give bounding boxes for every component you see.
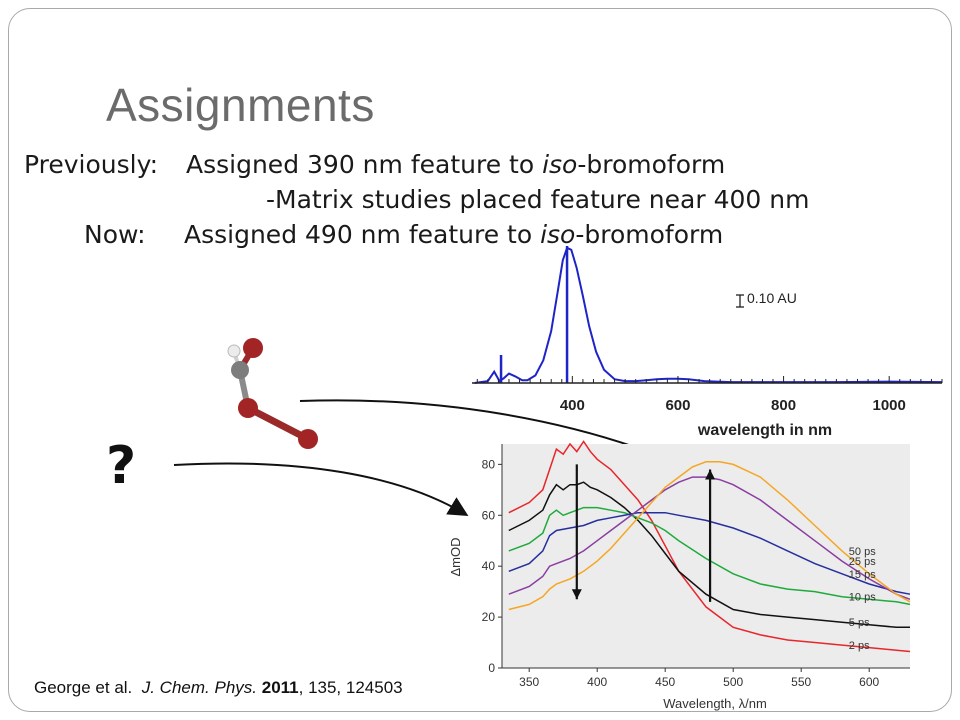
series-label: 5 ps — [848, 617, 870, 630]
transient-y-tick-label: 60 — [481, 508, 495, 523]
series-label: 10 ps — [848, 591, 876, 604]
citation-rest: , 135, 124503 — [298, 678, 403, 697]
previously-label: Previously: — [24, 150, 158, 179]
transient-y-tick-label: 40 — [481, 559, 495, 574]
previously-text-italic: iso — [542, 150, 578, 179]
now-text-post: -bromoform — [575, 220, 724, 249]
transient-x-axis-label: Wavelength, λ/nm — [663, 696, 767, 711]
now-label: Now: — [84, 220, 146, 249]
uv-vis-tick-label: 800 — [771, 397, 797, 414]
citation-year: 2011 — [261, 678, 299, 697]
series-label: 50 ps — [848, 545, 876, 558]
scale-bar — [736, 295, 744, 307]
now-text-pre: Assigned 490 nm feature to — [184, 220, 541, 249]
citation-journal: J. Chem. Phys. — [141, 678, 257, 697]
transient-x-tick-label: 400 — [587, 675, 608, 689]
previously-text-pre: Assigned 390 nm feature to — [186, 150, 543, 179]
matrix-note: -Matrix studies placed feature near 400 nm — [266, 185, 810, 214]
series-label: 2 ps — [848, 640, 870, 653]
slide-title: Assignments — [106, 79, 375, 131]
series-label: 15 ps — [848, 568, 876, 581]
uv-vis-tick-label: 400 — [559, 397, 585, 414]
arrow-question-to-spectrum — [174, 463, 465, 514]
question-mark: ? — [106, 436, 137, 496]
now-text-italic: iso — [540, 220, 576, 249]
previously-text-post: -bromoform — [577, 150, 726, 179]
transient-y-tick-label: 0 — [488, 661, 495, 675]
uv-vis-tick-label: 600 — [665, 397, 691, 414]
uv-vis-spectrum-chart — [460, 238, 950, 443]
transient-x-tick-label: 500 — [723, 675, 744, 689]
transient-x-tick-label: 550 — [791, 675, 812, 689]
transient-y-tick-label: 80 — [481, 457, 495, 472]
transient-absorption-chart — [440, 440, 920, 714]
transient-x-tick-label: 600 — [859, 675, 880, 689]
transient-x-tick-label: 350 — [519, 675, 540, 689]
citation — [34, 678, 403, 698]
transient-y-axis-label: ΔmOD — [448, 537, 463, 577]
transient-y-tick-label: 20 — [481, 610, 495, 625]
citation-authors: George et al. — [34, 678, 133, 697]
uv-vis-series-line — [475, 248, 942, 383]
uv-vis-x-axis-label: wavelength in nm — [697, 422, 833, 439]
series-label: 25 ps — [848, 556, 876, 569]
uv-vis-tick-label: 1000 — [872, 397, 906, 414]
scale-bar-label: 0.10 AU — [747, 290, 797, 306]
transient-x-tick-label: 450 — [655, 675, 676, 689]
